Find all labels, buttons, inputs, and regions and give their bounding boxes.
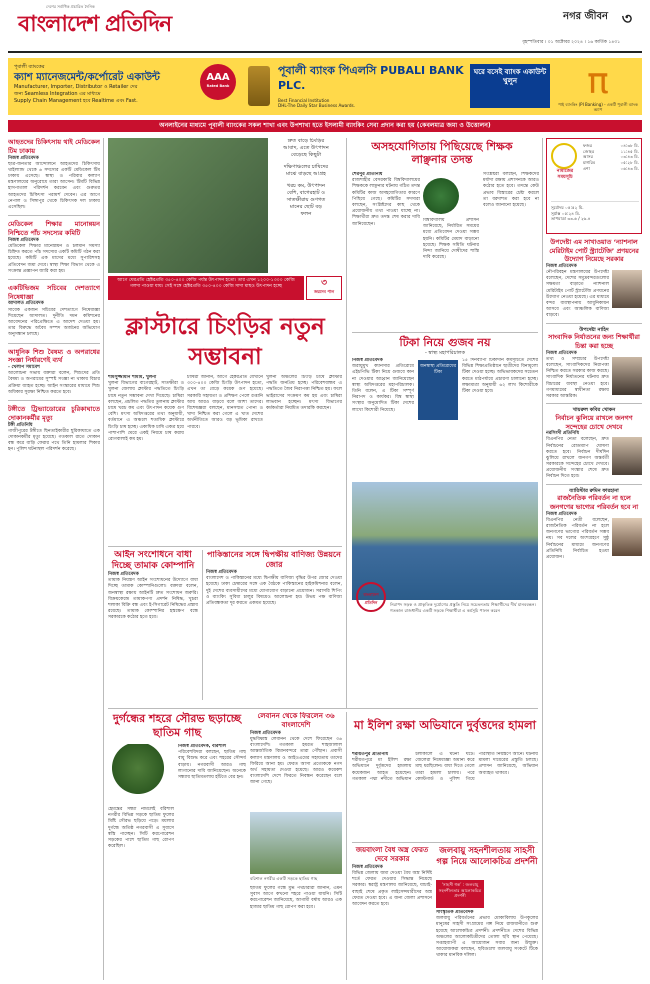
section-rule: [352, 332, 538, 333]
trees-body-3: ছাতিম ফুলের গন্ধে মুগ্ধ পথচারীরা জানান, এমন সুবাস আগে কখনো শহরে পাওয়া যায়নি। সিটি করপোরেশন জানিয়েছে, আগামী বর্ষায় আরও এক হাজার ছাতিম গাছ রোপণ করা হবে।: [250, 886, 342, 910]
prayer-times-box: [546, 138, 642, 234]
maritime-byline: নিজস্ব প্রতিবেদক: [546, 263, 577, 269]
teacher-headline[interactable]: অসহযোগিতায় পিছিয়েছে শিক্ষক লাঞ্ছনার তদন্ত: [371, 140, 513, 166]
lead-badge-number: ৩: [321, 278, 327, 288]
divider: [546, 481, 642, 485]
trees-col-2: [178, 744, 246, 980]
story-secretary-byline: আদালত প্রতিবেদক: [8, 301, 44, 307]
vaccine-col-2: [462, 358, 538, 478]
divider: [8, 275, 100, 280]
student-chain-photo: [352, 482, 538, 600]
kicker-line-4: দক্ষিণাঞ্চলের চাষিদের: [283, 164, 329, 171]
column-rule: [346, 138, 347, 708]
hilsa-headline[interactable]: মা ইলিশ রক্ষা অভিযানে দুর্বৃত্তদের হামলা: [354, 718, 536, 732]
climate-body: জলবায়ু পরিবর্তনের প্রভাব মোকাবিলায় উপকূলের মানুষের সাহসী সংগ্রামের গল্প নিয়ে রাজধানীতে শুরু হয়েছে আলোকচিত্র প্রদর্শনী। প্রদর্শনীতে দেশের বিভিন্ন অঞ্চলের আলোকচিত্রীদের তোলা ছবি স্থান পেয়েছে। সপ্তাহব্যাপী এ আয়োজন সবার জন্য উন্মুক্ত। আয়োজকরা বলছেন, ছবিগুলো জলবায়ু সংকটে টিকে থাকার মানবিক দলিল।: [436, 916, 538, 959]
sunset: সূর্যাস্ত ০৫:২৪ মি.: [551, 210, 581, 216]
ad-left-big: ক্যাশ ম্যানেজমেন্ট/কর্পোরেট একাউন্ট: [14, 71, 160, 83]
prayer-label: জোহর: [583, 148, 595, 154]
vaccine-byline: নিজস্ব প্রতিবেদক: [352, 358, 383, 363]
story-secretary-head[interactable]: একটিভিজম সচিবের দেশত্যাগে নিষেধাজ্ঞা: [8, 283, 100, 301]
nahid-head[interactable]: সাংবাদিক নির্যাতনের জন্য শিক্ষার্থীরা চিন্তা করা হচ্ছে: [548, 333, 640, 350]
temp-lo: ২৬.৪: [580, 216, 591, 222]
teacher-col-3: [483, 172, 539, 330]
story-thai-medical-head[interactable]: আহতদের চিকিৎসায় থাই মেডিকেল টিম ঢাকায়: [8, 138, 100, 155]
vaccine-inset: জনস্বাস্থ্য প্রতিরোধের টিকা: [418, 360, 458, 420]
section-rule: [352, 842, 538, 843]
ad-left-title: পূবালী ব্যাংকের: [14, 64, 45, 70]
prayer-time: ১১:৪৫ মি.: [620, 148, 639, 154]
prayer-title: নামাজের সময়সূচি: [556, 169, 574, 181]
teacher-col-2: [423, 218, 479, 330]
jaya-body: বিভিন্ন জেলায় জমা দেওয়া বৈধ অস্ত্র নির্দিষ্ট শর্তে ফেরত দেওয়ার সিদ্ধান্ত নিয়েছে সরকার। স্বরাষ্ট্র মন্ত্রণালয় জানিয়েছে, যাচাই-বাছাই শেষে প্রকৃত লাইসেন্সধারীদের অস্ত্র ফেরত দেওয়া হবে। এ জন্য জেলা প্রশাসনে আবেদন করতে হবে।: [352, 871, 432, 907]
climate-side-block: [488, 880, 538, 908]
hilsa-byline: শরীয়তপুর প্রতিনিধি: [352, 752, 389, 757]
rumin-body: বিএনপির নেত্রী বলেছেন, রাজনৈতিক পরিবর্তন না হলে জনগণের ভাগ্যের পরিবর্তন সম্ভব নয়। সব দলের অংশগ্রহণে সুষ্ঠু নির্বাচনের মাধ্যমে জনগণের প্রতিনিধি নির্বাচিত হওয়া প্রয়োজন।: [546, 517, 609, 561]
section-header: [554, 4, 644, 34]
section-rule: [108, 546, 342, 547]
lead-badge: [306, 276, 342, 300]
lead-photo-caption: আগে ঘেরপ্রতি হেক্টরপ্রতি ৩৫০-৪০০ কেজি পর্যন্ত উৎপাদন হতো। তার এখন ১২০০-১৩০০ কেজি গলদা পাওয়া যায়। সেই সঙ্গে হেক্টরপ্রতি ৩৫০-৪০০ কেজি সাদা মাছও উৎপাদন হচ্ছে: [108, 276, 304, 300]
vaccine-headline[interactable]: টিকা নিয়ে গুজব নয়: [399, 336, 491, 349]
divider: [8, 396, 100, 401]
story-medical-committee-byline: নিজস্ব প্রতিবেদক: [8, 237, 39, 243]
aaa-rating-badge: [200, 64, 236, 100]
khokon-row: [546, 437, 642, 480]
ad-line-2: জন্য Seamless Integration এর মাধ্যমে: [14, 91, 101, 97]
rumin-head[interactable]: রাজনৈতিক পরিবর্তন না হলে জনগণের ভাগ্যের পরিবর্তন হবে না: [549, 494, 639, 512]
masthead-logo: [18, 4, 188, 37]
column-rule: [202, 550, 203, 700]
nahid-row: [546, 357, 642, 400]
column-rule: [542, 138, 543, 980]
vaccine-sub: - স্বাস্থ্য মহাপরিচালক: [424, 350, 466, 356]
hilsa-body: শরীয়তপুরে মা ইলিশ রক্ষা অভিযানে দুর্বৃত্তদের হামলায় কয়েকজন আহত হয়েছেন। গতকাল পদ্মা নদীতে অভিযান চলাকালে এ ঘটনা ঘটে। জেলেরা নিষেধাজ্ঞা অমান্য করে মাছ ধরছিলেন। বাধা দিতে গেলে তারা হামলা চালায়। পরে কোস্টগার্ড ও পুলিশ গিয়ে পরিস্থিতি নিয়ন্ত্রণে আনে। ঘটনায় মামলা দায়েরের প্রস্তুতি চলছে। প্রশাসন জানিয়েছে, অভিযান অব্যাহত থাকবে।: [352, 752, 538, 782]
tobacco-byline: নিজস্ব প্রতিবেদক: [108, 572, 139, 577]
prayer-table: [583, 143, 639, 171]
rumin-row: [546, 518, 642, 561]
nahid-kicker: উপদেষ্টা নাহিদ: [579, 326, 609, 333]
story-secretary-body: সাবেক একজন সচিবের দেশত্যাগে নিষেধাজ্ঞা দিয়েছেন আদালত। দুর্নীতি দমন কমিশনের আবেদনের পরিপ্রেক্ষিতে এ আদেশ দেওয়া হয়। তার বিরুদ্ধে অবৈধ সম্পদ অর্জনের অভিযোগ অনুসন্ধান চলছে।: [8, 307, 100, 338]
trees-body-1: হেমন্তের সন্ধ্যা নামলেই বরিশাল নগরীর বিভিন্ন সড়কে ছাতিম ফুলের মিষ্টি সৌরভ ছড়িয়ে পড়ে। ময়লার দুর্গন্ধে অতিষ্ঠ নগরবাসী এ সুবাসে স্বস্তি পাচ্ছেন। সিটি করপোরেশন সড়কের পাশে ছাতিম গাছ রোপণ করেছিল।: [108, 807, 174, 850]
hilsa-body-block: [352, 752, 538, 840]
maritime-head[interactable]: উপদেষ্টা এম সাখাওয়াত ‘ন্যাশনাল মেরিটাইম পোর্ট স্ট্র্যাটেজি’ প্রণয়নের উদ্যোগ নিয়েছে সরকার: [549, 238, 639, 264]
award-line-2: DHL-The Daily Star Business Awards.: [278, 103, 356, 109]
masthead-rule: [8, 51, 642, 53]
climate-headline[interactable]: জলবায়ু সহনশীলতায় সাহসী গল্প নিয়ে আলোকচিত্র প্রদর্শনী: [436, 846, 538, 867]
lebanon-head[interactable]: লেবানন থেকে ফিরলেন ৩৬ বাংলাদেশি: [257, 712, 335, 730]
vaccine-body-2: ১৫ দিনব্যাপী টিকাদান কর্মসূচিতে দেশের বিভিন্ন শিক্ষাপ্রতিষ্ঠানে ছাত্রীদের বিনামূল্যে টিকা দেওয়া হচ্ছে। অভিভাবকদের সচেতন করতে মাঠপর্যায়ে প্রচারণা চালানো হচ্ছে। লক্ষ্যমাত্রা অনুযায়ী ৬২ লাখ কিশোরীকে টিকা দেওয়া হবে।: [462, 358, 538, 394]
university-seal-icon: [423, 178, 459, 214]
rumin-kicker: ব্যারিস্টার রুমিন ফারহানা: [569, 487, 619, 494]
ad-line-3: Supply Chain Management হবে Realtime এবং Fast.: [14, 97, 138, 104]
temp-label: তাপমাত্রা: [551, 216, 567, 222]
teacher-byline: শেরপুর প্রতিনিধি: [352, 172, 383, 177]
watermark-stamp: [356, 582, 386, 612]
jaya-byline: নিজস্ব প্রতিবেদক: [352, 864, 383, 870]
road-trees-photo: [250, 812, 342, 874]
khokon-head[interactable]: নির্বাচন ঝুলিয়ে রাখলে জনগণ সন্দেহের চোখে দেখবে: [555, 413, 633, 431]
lead-body-1: খুলনা বিভাগের বাগেরহাট, সাতক্ষীরা ও খুলনা জেলায় ক্লাস্টার পদ্ধতিতে চিংড়ি চাষে নতুন সম্ভাবনা দেখা দিয়েছে। চাষিরা বলছেন, প্রচলিত পদ্ধতির তুলনায় ক্লাস্টার চাষে খরচ কম এবং উৎপাদন কয়েক গুণ বেশি। মৎস্য অধিদপ্তরের তথ্য অনুযায়ী, বর্তমানে এ অঞ্চলে শতাধিক ক্লাস্টারে চিংড়ি চাষ হচ্ছে। একাধিক চাষি একত্র হয়ে পাশাপাশি ঘেরে একই নিয়মে চাষ করায় রোগবালাই কম হয়।: [108, 381, 184, 442]
page-number: ৩: [621, 9, 633, 28]
kicker-line-1: দ্রুত বাড়ে চিংড়ির: [287, 138, 325, 144]
vaccine-body-1: জরায়ুমুখ ক্যানসার প্রতিরোধে এইচপিভি টিকা নিয়ে গুজবে কান না দেওয়ার আহ্বান জানিয়েছেন স্বাস্থ্য অধিদপ্তরের মহাপরিচালক। তিনি বলেন, এ টিকা সম্পূর্ণ নিরাপদ ও কার্যকর। বিশ্ব স্বাস্থ্য সংস্থার অনুমোদিত টিকা দেশের লাখো কিশোরী নিয়েছে।: [352, 364, 414, 413]
prayer-time: ০৫:২৮ মি.: [620, 160, 639, 166]
lebanon-byline: নিজস্ব প্রতিবেদক: [250, 730, 281, 736]
sun-times: [551, 201, 639, 222]
tree-icon: [108, 744, 168, 804]
pakistan-byline: নিজস্ব প্রতিবেদক: [206, 570, 237, 575]
pi-caption: পাই ব্যাংকিং (PI Banking) - একটি পূবালী ব্যাংক অ্যাপ: [558, 102, 638, 113]
kicker-line-5: মাঝে বাড়ছে আগ্রহ: [286, 171, 326, 178]
lead-kicker-box: [270, 138, 342, 273]
section-name: নগর জীবন: [563, 11, 608, 22]
bank-name: পূবালী ব্যাংক পিএলসি PUBALI BANK PLC.: [278, 64, 464, 92]
story-medical-committee-head[interactable]: মেডিকেল শিক্ষার মানোন্নয়ন নিশ্চিতে পাঁচ সদস্যের কমিটি: [8, 220, 100, 237]
trees-col-3: [250, 886, 342, 980]
column-rule: [103, 138, 104, 980]
nahid-portrait: [612, 357, 642, 395]
vaccine-col-1: [352, 358, 414, 478]
divider: [546, 320, 642, 324]
climate-inset: ‘সাহসী গল্প’ : জলবায়ু সহনশীলতার আলোকচিত্র প্রদর্শনী: [436, 880, 484, 908]
lebanon-body: যুদ্ধবিধ্বস্ত লেবানন থেকে দেশে ফিরেছেন ৩৬ বাংলাদেশি। গতকাল হযরত শাহজালাল আন্তর্জাতিক বিমানবন্দরে তারা পৌঁছান। প্রবাসী কল্যাণ মন্ত্রণালয় ও আইওএমের সহায়তায় তাদের ফিরিয়ে আনা হয়। ফেরত আসা প্রত্যেককে নগদ অর্থ সহায়তা দেওয়া হয়েছে। আরও কয়েকশ বাংলাদেশি দেশে ফিরতে নিবন্ধন করেছেন বলে জানা গেছে।: [250, 737, 342, 786]
trees-headline[interactable]: দুর্গন্ধের শহরে সৌরভ ছড়াচ্ছে ছাতিম গাছ: [112, 712, 242, 739]
khokon-portrait: [612, 437, 642, 475]
story-thai-medical-byline: নিজস্ব প্রতিবেদক: [8, 155, 39, 161]
khokon-body: বিএনপির নেতা বলেছেন, দ্রুত নির্বাচনের রোডম্যাপ ঘোষণা করতে হবে। নির্বাচন দীর্ঘদিন ঝুলিয়ে রাখলে জনগণ অন্তর্বর্তী সরকারকে সন্দেহের চোখে দেখবে। প্রয়োজনীয় সংস্কার শেষে দ্রুত নির্বাচন দিতে হবে।: [546, 437, 609, 480]
open-account-callout[interactable]: ঘরে বসেই ব্যাংক একাউন্ট খুলুন: [470, 64, 550, 108]
climate-byline: সাংস্কৃতিক প্রতিবেদক: [436, 910, 474, 915]
trees-photo-caption: বরিশাল নগরীর একটি সড়কে ছাতিম গাছ: [250, 876, 318, 881]
lead-badge-label: জয়দেব পাল: [313, 289, 335, 294]
teacher-col-1: [352, 172, 420, 330]
divider: [8, 339, 100, 344]
aaa-sub: Rated Bank: [206, 84, 230, 88]
column-rule: [346, 712, 347, 980]
adviser-portrait: [612, 270, 642, 308]
sunrise: সূর্যোদয় ০৫:৫২ মি.: [551, 205, 584, 210]
khokon-byline: নরসিংদী প্রতিনিধি: [546, 431, 580, 437]
prayer-time: ০৩:৪৩ মি.: [620, 154, 639, 160]
trees-col-1: [108, 744, 174, 980]
prayer-row: [583, 166, 639, 172]
ad-bank-block: [278, 64, 468, 109]
temperature: তাপমাত্রা ৩৩.৬ / ২৬.৪: [551, 216, 591, 222]
rumin-portrait: [612, 518, 642, 556]
story-child-byline: - খেলাপ সমাবেশ: [8, 365, 40, 371]
rumin-byline: নিজস্ব প্রতিবেদক: [546, 511, 577, 517]
award-trophy-icon: [248, 66, 270, 106]
ad-line-1: Manufacturer, Importer, Distributor ও Retailer দের: [14, 84, 138, 91]
story-tobacco: [108, 550, 198, 700]
story-child-head[interactable]: আধুনিক শিশু বৈষম্য ও অপরাধের সংজ্ঞা নির্ধারণেই ব্যর্থ: [8, 347, 100, 365]
lead-body-col-2: [187, 375, 263, 543]
right-column: [546, 238, 642, 978]
islamic-banking-banner: অনলাইনের মাধ্যমে পূবালী ব্যাংকের সকল শাখা এবং উপশাখা হতে ইসলামী ব্যাংকিং সেবা প্রদান করা হয় (কেবলমাত্র জমা ও উত্তোলন): [8, 120, 642, 132]
trees-byline: নিজস্ব প্রতিবেদক, বরিশাল: [178, 744, 226, 749]
divider: [546, 400, 642, 404]
kicker-line-9: মানের ছোট বড়: [290, 204, 322, 211]
khokon-kicker: খায়রুল কবির খোকন: [572, 407, 616, 414]
prayer-label: এশা: [583, 165, 590, 171]
divider: [8, 211, 100, 216]
section-rule: [108, 708, 538, 709]
kicker-line-3: বেড়েছে কিছুটা: [290, 152, 322, 159]
lead-body-2: চাষিরা জানান, আগে হেক্টরপ্রতি যেখানে ৩০০-৪০০ কেজি চিংড়ি উৎপাদন হতো, এখন তা বেড়ে কয়েক গুণ হয়েছে। সরকারি সহায়তা ও প্রশিক্ষণ পেলে রপ্তানি আয় আরও বাড়বে বলে আশা তাদের। বিশেষজ্ঞরা বলছেন, মানসম্মত পোনা ও খাদ্য নিশ্চিত করা গেলে এ খাত দেশের অর্থনীতিতে আরও বড় ভূমিকা রাখতে পারবে।: [187, 375, 263, 430]
pi-logo-icon: π: [587, 61, 609, 102]
story-medical-committee-body: মেডিকেল শিক্ষার মানোন্নয়ন ও চলমান সমস্যা চিহ্নিত করতে পাঁচ সদস্যের একটি কমিটি গঠন করা হয়েছে। কমিটি এক মাসের মধ্যে সুপারিশসহ প্রতিবেদন জমা দেবে। স্বাস্থ্য শিক্ষা বিভাগ থেকে এ সংক্রান্ত প্রজ্ঞাপন জারি করা হয়।: [8, 243, 100, 274]
climate-body-block: [436, 910, 538, 980]
story-lebanon: [250, 712, 342, 808]
nahid-body: তথ্য ও সম্প্রচার উপদেষ্টা বলেছেন, সাংবাদিকদের নিরাপত্তা নিশ্চিত করতে সরকার কাজ করছে। সাংবাদিক নির্যাতনের ঘটনায় দ্রুত বিচারের ব্যবস্থা নেওয়া হবে। গণমাধ্যমের স্বাধীনতা রক্ষায় সরকার আন্তরিক।: [546, 356, 609, 399]
award-line-1: Best Financial Institution: [278, 97, 330, 103]
story-tongi-byline: টঙ্গী প্রতিনিধি: [8, 422, 33, 428]
maritime-row: [546, 270, 642, 320]
bank-advertisement[interactable]: [8, 58, 642, 115]
story-thai-medical-body: ছাত্র-জনতার আন্দোলনে আহতদের চিকিৎসায় থাইল্যান্ড থেকে ৬ সদস্যের একটি মেডিকেল টিম ঢাকায় এসেছে। স্বাস্থ্য ও পরিবার কল্যাণ মন্ত্রণালয়ের অনুরোধে তারা আসেন। টিমটি বিভিন্ন হাসপাতাল পরিদর্শন করবেন এবং গুরুতর আহতদের চিকিৎসা পরামর্শ দেবেন। এর আগে নেপাল ও সিঙ্গাপুর থেকে চিকিৎসক দল ঢাকায় এসেছিল।: [8, 161, 100, 211]
logo-text: বাংলাদেশ প্রতিদিন: [18, 11, 172, 37]
dateline: বৃহস্পতিবার । ০১ অক্টোবর ২০২৪ । ১৬ কার্তিক ১৪৩১: [522, 40, 620, 45]
prayer-time: ০৬:৪৩ মি.: [620, 165, 639, 171]
nahid-byline: নিজস্ব প্রতিবেদক: [546, 350, 577, 356]
prayer-ring-icon: [551, 143, 577, 169]
kicker-line-10: ফলন: [300, 211, 312, 218]
prayer-label: আসর: [583, 154, 593, 160]
prayer-label: ফজর: [583, 143, 593, 148]
lead-body-3: খুলনা অঞ্চলের চিংড়ি চাষে ক্লাস্টার পদ্ধতি জনপ্রিয় হচ্ছে। পরিবেশবান্ধব এ পদ্ধতিতে জৈব নিরাপত্তা নিশ্চিত হয়। ফলে ভাইরাসের সংক্রমণ কম হয় এবং চাষিরা লাভবান হচ্ছেন। মৎস্য বিভাগের কর্মকর্তারা নিয়মিত তদারকি করছেন।: [266, 375, 342, 411]
story-jaya: [352, 846, 432, 980]
jaya-head[interactable]: জয়বাংলা বৈধ অস্ত্র ফেরত দেবে সরকার: [355, 846, 429, 864]
prayer-time: ০৪:৩৮ মি.: [620, 143, 639, 148]
lead-body-col-1: [108, 375, 184, 543]
teacher-body-1: রাজশাহীর বেসরকারি বিশ্ববিদ্যালয়ের শিক্ষককে লাঞ্ছনার ঘটনায় গঠিত তদন্ত কমিটির কাজ অসহযোগিতার কারণে পিছিয়ে গেছে। কমিটির সদস্যরা বলছেন, সংশ্লিষ্টদের কাছ থেকে প্রয়োজনীয় তথ্য পাওয়া যাচ্ছে না। শিক্ষার্থীরা দ্রুত তদন্ত শেষ করার দাবি জানিয়েছেন।: [352, 178, 420, 227]
prayer-label: মাগরিব: [583, 160, 596, 166]
left-column: [8, 138, 100, 980]
story-tongi-head[interactable]: টঙ্গীতে ট্রিভ্যাডোরের চুরিকাঘাতে দোকানকর্মীর মৃত্যু: [8, 405, 100, 422]
pakistan-head[interactable]: পাকিস্তানের সঙ্গে দ্বিপক্ষীয় বাণিজ্য উন্নয়নে জোর: [207, 550, 341, 569]
kicker-line-6: খরচ কম, উৎপাদন: [286, 183, 326, 190]
tobacco-body: তামাক নিয়ন্ত্রণ আইন সংশোধনের উদ্যোগে বাধা দিচ্ছে তামাক কোম্পানিগুলো। বক্তারা বলেন, জনস্বাস্থ্য রক্ষায় আইনটি দ্রুত সংশোধন জরুরি। বিক্রয়কেন্দ্রে তামাকপণ্য প্রদর্শন নিষিদ্ধ, খুচরা শলাকা বিক্রি বন্ধ এবং ই-সিগারেট নিষিদ্ধের প্রস্তাব রয়েছে। তামাক কোম্পানির হস্তক্ষেপ বন্ধে সরকারকে কঠোর হতে হবে।: [108, 578, 198, 621]
story-child-body: আলোচনা সভায় বক্তারা বলেন, শিশুদের প্রতি বৈষম্য ও অপরাধের সুস্পষ্ট সংজ্ঞা না থাকায় বিচার প্রক্রিয়া ব্যাহত হচ্ছে। আইন সংস্কারের মাধ্যমে শিশু অধিকার সুরক্ষা নিশ্চিত করতে হবে।: [8, 371, 100, 395]
teacher-body-3: সংশ্লিষ্টরা বলছেন, শিক্ষকদের মর্যাদা রক্ষায় প্রশাসনকে আরও কঠোর হতে হবে। তদন্তে কেউ প্রভাব বিস্তারের চেষ্টা করলে তা বরদাশত করা হবে না বলেও জানানো হয়েছে।: [483, 172, 539, 208]
pi-banking-block: [558, 62, 638, 113]
trees-body-2: পরিবেশবিদরা বলছেন, ছাতিম গাছ বায়ু বিশুদ্ধ করে এবং শহরের সৌন্দর্য বাড়ায়। নগরবাসী আরও গাছ লাগানোর দাবি জানিয়েছেন। অনেকে সন্ধ্যায় ছাতিমতলায় হাঁটতে বের হন।: [178, 750, 246, 780]
watermark-text: বাংলাদেশ প্রতিদিন: [363, 592, 379, 605]
lead-headline[interactable]: ক্লাস্টারে চিংড়ির নতুন সম্ভাবনা: [125, 314, 325, 370]
lead-byline: শামসুজ্জামান শামীম, খুলনা: [108, 375, 157, 380]
maritime-body: নৌপরিবহন মন্ত্রণালয়ের উপদেষ্টা বলেছেন, দেশের সমুদ্রবন্দরগুলোর সক্ষমতা বাড়াতে ন্যাশনাল মেরিটাইম পোর্ট স্ট্র্যাটেজি প্রণয়নের উদ্যোগ নেওয়া হয়েছে। এর মাধ্যমে বন্দর ব্যবস্থাপনায় আধুনিকায়ন আসবে এবং আঞ্চলিক বাণিজ্য বাড়বে।: [546, 270, 609, 319]
tobacco-head[interactable]: আইন সংশোধনে বাধা দিচ্ছে তামাক কোম্পানি: [111, 550, 195, 571]
shrimp-farmer-photo: [108, 138, 268, 273]
pakistan-body: বাংলাদেশ ও পাকিস্তানের মধ্যে দ্বিপক্ষীয় বাণিজ্য বৃদ্ধির উপর জোর দেওয়া হয়েছে। ঢাকা চেম্বারের সঙ্গে এক বৈঠকে পাকিস্তানের হাইকমিশনার বলেন, দুই দেশের ব্যবসায়ীদের মধ্যে যোগাযোগ বাড়ানো প্রয়োজন। সরাসরি শিপিং ও ব্যাংকিং সুবিধা চালুর বিষয়েও আলোচনা হয়। উভয় পক্ষ বাণিজ্য প্রতিবন্ধকতা দূর করতে একমত হয়েছে।: [206, 576, 342, 606]
ad-left-block: [14, 64, 179, 105]
kicker-line-7: বেশি, বাগেরহাট ও: [286, 190, 326, 197]
story-tongi-body: গাজীপুরের টঙ্গীতে ছিনতাইকারীর ছুরিকাঘাতে এক দোকানকর্মীর মৃত্যু হয়েছে। গতকাল রাতে দোকান বন্ধ করে বাড়ি ফেরার পথে তিনি হামলার শিকার হন। পুলিশ ঘটনাস্থল পরিদর্শন করেছে।: [8, 428, 100, 453]
aaa-rating: AAA: [206, 72, 230, 83]
temp-hi: ৩৩.৬: [567, 216, 577, 222]
lead-body-col-3: [266, 375, 342, 543]
kicker-line-2: আবাদ, এতে উৎপাদন: [283, 145, 329, 152]
student-photo-caption: নিরাপদ সড়ক ও প্রাকৃতিক দুর্যোগের প্রস্তুতি নিয়ে সচেতনতায় শিক্ষার্থীদের দীর্ঘ মানববন্ধন। গতকাল রাজধানীর একটি সড়কে শিক্ষার্থীরা এ কর্মসূচি পালন করেন: [390, 602, 536, 613]
teacher-body-2: বিশ্ববিদ্যালয় প্রশাসন জানিয়েছে, নির্ধারিত সময়ের মধ্যে প্রতিবেদন দেওয়া সম্ভব হয়নি। কমিটির মেয়াদ বাড়ানো হয়েছে। শিক্ষক সমিতি ঘটনার নিন্দা জানিয়ে দোষীদের শাস্তি দাবি করেছে।: [423, 218, 479, 261]
kicker-line-8: সাতক্ষীরায় গুণগত: [286, 197, 326, 204]
logo-tagline: দেশের সর্বাধিক প্রচারিত দৈনিক: [46, 4, 95, 9]
story-pakistan: [206, 550, 342, 700]
